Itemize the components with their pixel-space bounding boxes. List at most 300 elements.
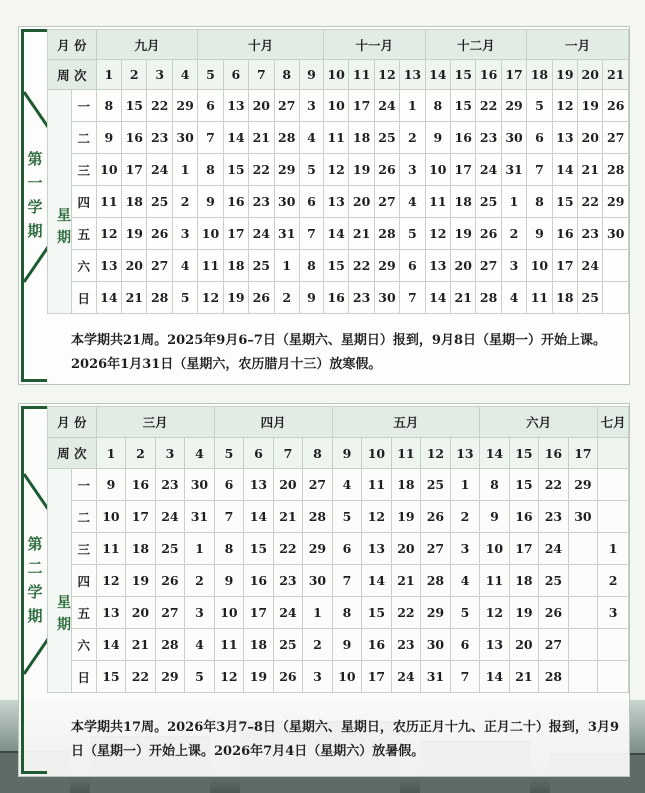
week-number: 1 [96,438,126,469]
date-cell: 30 [421,629,451,661]
date-cell: 9 [425,122,450,154]
week-number: 6 [244,438,274,469]
date-cell: 1 [450,469,480,501]
date-cell [598,661,629,693]
date-cell: 6 [332,533,362,565]
month-3: 十一月 [323,30,425,60]
date-cell: 20 [122,250,147,282]
date-cell: 26 [155,565,185,597]
date-cell: 22 [391,597,421,629]
week-number: 4 [172,60,197,90]
date-cell: 14 [552,154,577,186]
date-cell: 23 [349,282,374,314]
date-cell: 11 [96,533,126,565]
date-cell: 22 [539,469,569,501]
semester-1-note: 本学期共21周。2025年9月6–7日（星期六、星期日）报到，9月8日（星期一）开始上课。2026年1月31日（星期六，农历腊月十三）放寒假。 [71,333,606,372]
date-cell: 18 [391,469,421,501]
date-cell: 24 [155,501,185,533]
week-number: 15 [451,60,476,90]
week-number: 19 [552,60,577,90]
date-cell: 10 [527,250,552,282]
date-cell: 12 [323,154,348,186]
date-cell: 9 [480,501,510,533]
date-cell: 22 [126,661,156,693]
date-cell: 14 [323,218,348,250]
month-3: 五月 [332,407,480,438]
date-cell: 3 [299,90,323,122]
date-cell: 10 [425,154,450,186]
date-cell: 15 [122,90,147,122]
date-cell [598,469,629,501]
date-cell: 4 [332,469,362,501]
semester-label-char: 期 [27,222,43,240]
date-cell: 22 [476,90,501,122]
date-cell: 17 [509,533,539,565]
week-number: 11 [391,438,421,469]
date-cell: 10 [332,661,362,693]
date-cell: 16 [451,122,476,154]
date-cell: 13 [552,122,577,154]
weekday-label: 三 [71,154,96,186]
date-cell: 8 [198,154,223,186]
weekday-label: 四 [71,186,96,218]
date-cell: 21 [273,501,303,533]
date-cell: 19 [509,597,539,629]
month-2: 四月 [214,407,332,438]
date-cell: 30 [374,282,399,314]
date-cell: 1 [400,90,425,122]
date-cell: 3 [400,154,425,186]
date-cell: 15 [96,661,126,693]
date-cell: 29 [274,154,299,186]
date-cell: 12 [362,501,392,533]
date-cell: 11 [323,122,348,154]
date-cell: 11 [480,565,510,597]
date-cell: 16 [223,186,248,218]
date-cell: 23 [539,501,569,533]
weekday-label: 五 [71,597,96,629]
date-cell: 25 [249,250,274,282]
date-cell: 28 [421,565,451,597]
date-cell: 7 [214,501,244,533]
date-cell: 6 [450,629,480,661]
date-cell: 3 [598,597,629,629]
date-cell: 30 [501,122,526,154]
weekday-group [48,469,72,693]
date-cell: 1 [501,186,526,218]
date-cell: 25 [476,186,501,218]
date-cell: 7 [332,565,362,597]
date-cell: 25 [155,533,185,565]
date-cell: 9 [332,629,362,661]
date-cell: 19 [349,154,374,186]
month-5: 七月 [598,407,629,438]
date-cell: 11 [198,250,223,282]
date-cell: 8 [425,90,450,122]
week-header: 周 次 [48,60,97,90]
date-cell: 25 [273,629,303,661]
date-cell: 30 [603,218,629,250]
date-cell: 26 [603,90,629,122]
date-cell: 5 [299,154,323,186]
month-5: 一月 [527,30,629,60]
semester-label-char: 学 [27,198,43,216]
weekday-label: 三 [71,533,96,565]
date-cell: 4 [450,565,480,597]
date-cell: 13 [96,250,121,282]
date-cell [568,533,598,565]
date-cell: 31 [185,501,215,533]
date-cell: 27 [155,597,185,629]
date-cell [568,629,598,661]
date-cell: 8 [96,90,121,122]
date-cell: 28 [539,661,569,693]
date-cell: 12 [425,218,450,250]
week-header: 周 次 [48,438,97,469]
date-cell: 15 [362,597,392,629]
date-cell: 31 [501,154,526,186]
week-number: 11 [349,60,374,90]
date-cell: 16 [126,469,156,501]
date-cell: 15 [244,533,274,565]
month-1: 九月 [96,30,198,60]
date-cell: 30 [274,186,299,218]
date-cell: 18 [122,186,147,218]
date-cell: 2 [501,218,526,250]
date-cell: 20 [349,186,374,218]
semester-2-label [25,532,45,628]
date-cell: 14 [223,122,248,154]
date-cell: 6 [198,90,223,122]
date-cell [598,501,629,533]
date-cell: 28 [603,154,629,186]
date-cell: 9 [214,565,244,597]
date-cell: 4 [501,282,526,314]
date-cell: 18 [126,533,156,565]
date-cell: 29 [568,469,598,501]
week-number: 7 [273,438,303,469]
week-number: 12 [374,60,399,90]
date-cell: 13 [244,469,274,501]
date-cell: 24 [391,661,421,693]
date-cell: 8 [480,469,510,501]
date-cell: 17 [126,501,156,533]
date-cell: 27 [374,186,399,218]
date-cell: 9 [96,122,121,154]
date-cell: 18 [244,629,274,661]
date-cell: 23 [273,565,303,597]
week-number: 15 [509,438,539,469]
date-cell: 9 [198,186,223,218]
date-cell: 1 [598,533,629,565]
date-cell: 14 [362,565,392,597]
date-cell: 26 [249,282,274,314]
date-cell: 1 [185,533,215,565]
week-number: 5 [198,60,223,90]
date-cell: 10 [480,533,510,565]
date-cell: 20 [126,597,156,629]
date-cell: 13 [223,90,248,122]
date-cell: 7 [450,661,480,693]
week-number: 12 [421,438,451,469]
week-number: 9 [332,438,362,469]
date-cell: 21 [578,154,603,186]
date-cell: 16 [362,629,392,661]
date-cell: 18 [349,122,374,154]
date-cell: 18 [552,282,577,314]
date-cell: 23 [147,122,172,154]
date-cell: 1 [172,154,197,186]
date-cell: 29 [155,661,185,693]
semester-label-char: 期 [27,607,43,625]
date-cell: 17 [122,154,147,186]
date-cell: 31 [274,218,299,250]
date-cell [568,597,598,629]
month-4: 六月 [480,407,598,438]
date-cell: 28 [476,282,501,314]
date-cell: 15 [323,250,348,282]
date-cell: 19 [223,282,248,314]
date-cell: 26 [421,501,451,533]
date-cell: 14 [425,282,450,314]
date-cell: 6 [299,186,323,218]
date-cell: 15 [223,154,248,186]
date-cell: 16 [552,218,577,250]
date-cell: 13 [425,250,450,282]
week-number: 14 [480,438,510,469]
date-cell [603,250,629,282]
month-2: 十月 [198,30,324,60]
date-cell: 2 [172,186,197,218]
date-cell: 3 [185,597,215,629]
date-cell: 17 [349,90,374,122]
date-cell: 19 [126,565,156,597]
date-cell: 29 [501,90,526,122]
date-cell: 9 [527,218,552,250]
date-cell: 22 [147,90,172,122]
week-number: 9 [299,60,323,90]
date-cell: 29 [374,250,399,282]
date-cell: 30 [172,122,197,154]
date-cell: 14 [96,282,121,314]
date-cell: 27 [147,250,172,282]
semester-label-char: 一 [27,174,43,192]
date-cell: 4 [400,186,425,218]
week-number: 17 [568,438,598,469]
date-cell: 21 [391,565,421,597]
date-cell: 24 [476,154,501,186]
date-cell: 10 [96,501,126,533]
date-cell: 2 [400,122,425,154]
date-cell: 4 [172,250,197,282]
date-cell: 4 [185,629,215,661]
semester-2-calendar [47,406,629,693]
date-cell: 25 [539,565,569,597]
date-cell: 27 [539,629,569,661]
date-cell: 27 [303,469,333,501]
date-cell: 27 [274,90,299,122]
week-number: 17 [501,60,526,90]
date-cell: 13 [96,597,126,629]
date-cell: 28 [147,282,172,314]
date-cell: 29 [603,186,629,218]
date-cell: 16 [244,565,274,597]
date-cell: 9 [96,469,126,501]
date-cell: 5 [172,282,197,314]
week-number [598,438,629,469]
date-cell: 8 [299,250,323,282]
date-cell: 23 [391,629,421,661]
semester-label-char: 学 [27,583,43,601]
date-cell: 13 [323,186,348,218]
date-cell: 29 [421,597,451,629]
date-cell: 24 [539,533,569,565]
date-cell: 5 [185,661,215,693]
date-cell: 5 [527,90,552,122]
date-cell: 12 [480,597,510,629]
date-cell: 14 [480,661,510,693]
date-cell: 23 [249,186,274,218]
date-cell: 22 [249,154,274,186]
date-cell: 21 [451,282,476,314]
date-cell: 12 [198,282,223,314]
weekday-group [48,90,72,314]
semester-label-char: 第 [27,535,43,553]
weekday-label: 六 [71,250,96,282]
date-cell: 7 [527,154,552,186]
date-cell: 11 [527,282,552,314]
week-number: 13 [450,438,480,469]
date-cell: 20 [391,533,421,565]
week-number: 2 [126,438,156,469]
date-cell: 28 [374,218,399,250]
weekday-group-label: 星 期 [57,208,71,246]
date-cell: 22 [578,186,603,218]
date-cell: 2 [598,565,629,597]
date-cell: 22 [273,533,303,565]
date-cell: 29 [172,90,197,122]
week-number: 1 [96,60,121,90]
date-cell: 14 [96,629,126,661]
date-cell: 19 [122,218,147,250]
date-cell [568,565,598,597]
date-cell: 16 [509,501,539,533]
date-cell: 27 [476,250,501,282]
date-cell: 26 [374,154,399,186]
date-cell: 26 [147,218,172,250]
date-cell: 2 [274,282,299,314]
month-header: 月 份 [48,407,97,438]
week-number: 7 [249,60,274,90]
week-number: 8 [303,438,333,469]
date-cell: 17 [362,661,392,693]
date-cell: 3 [501,250,526,282]
week-number: 13 [400,60,425,90]
month-4: 十二月 [425,30,527,60]
date-cell: 4 [299,122,323,154]
date-cell: 29 [303,533,333,565]
date-cell: 8 [332,597,362,629]
semester-label-char: 二 [27,559,43,577]
date-cell: 7 [299,218,323,250]
week-number: 18 [527,60,552,90]
date-cell: 10 [323,90,348,122]
date-cell: 7 [400,282,425,314]
date-cell: 2 [185,565,215,597]
weekday-label: 一 [71,469,96,501]
date-cell: 20 [578,122,603,154]
date-cell: 30 [568,501,598,533]
date-cell: 3 [172,218,197,250]
date-cell: 12 [214,661,244,693]
date-cell: 7 [198,122,223,154]
date-cell: 31 [421,661,451,693]
week-number: 2 [122,60,147,90]
date-cell: 12 [552,90,577,122]
date-cell: 13 [362,533,392,565]
date-cell: 15 [451,90,476,122]
date-cell: 18 [509,565,539,597]
date-cell: 24 [147,154,172,186]
date-cell: 19 [391,501,421,533]
date-cell: 17 [552,250,577,282]
date-cell: 16 [323,282,348,314]
week-number: 10 [323,60,348,90]
week-number: 10 [362,438,392,469]
semester-label-char: 第 [27,150,43,168]
week-number: 16 [476,60,501,90]
date-cell: 2 [450,501,480,533]
week-number: 4 [185,438,215,469]
date-cell: 25 [421,469,451,501]
date-cell: 9 [299,282,323,314]
date-cell [568,661,598,693]
date-cell: 21 [349,218,374,250]
date-cell: 11 [425,186,450,218]
date-cell: 21 [126,629,156,661]
date-cell: 25 [147,186,172,218]
date-cell: 6 [527,122,552,154]
date-cell: 10 [198,218,223,250]
date-cell: 20 [509,629,539,661]
date-cell: 20 [273,469,303,501]
date-cell: 14 [244,501,274,533]
date-cell: 28 [303,501,333,533]
week-number: 5 [214,438,244,469]
date-cell: 1 [303,597,333,629]
date-cell: 3 [450,533,480,565]
semester-1-calendar [47,29,629,314]
date-cell: 20 [249,90,274,122]
weekday-label: 五 [71,218,96,250]
date-cell: 13 [480,629,510,661]
weekday-label: 日 [71,661,96,693]
date-cell: 19 [244,661,274,693]
date-cell: 11 [362,469,392,501]
date-cell: 6 [400,250,425,282]
semester-1-panel [18,26,630,385]
date-cell: 20 [451,250,476,282]
date-cell: 2 [303,629,333,661]
date-cell: 16 [122,122,147,154]
date-cell: 24 [374,90,399,122]
date-cell: 19 [451,218,476,250]
week-number: 20 [578,60,603,90]
date-cell: 15 [552,186,577,218]
date-cell: 30 [185,469,215,501]
weekday-label: 六 [71,629,96,661]
weekday-group-label: 星 期 [57,595,71,633]
